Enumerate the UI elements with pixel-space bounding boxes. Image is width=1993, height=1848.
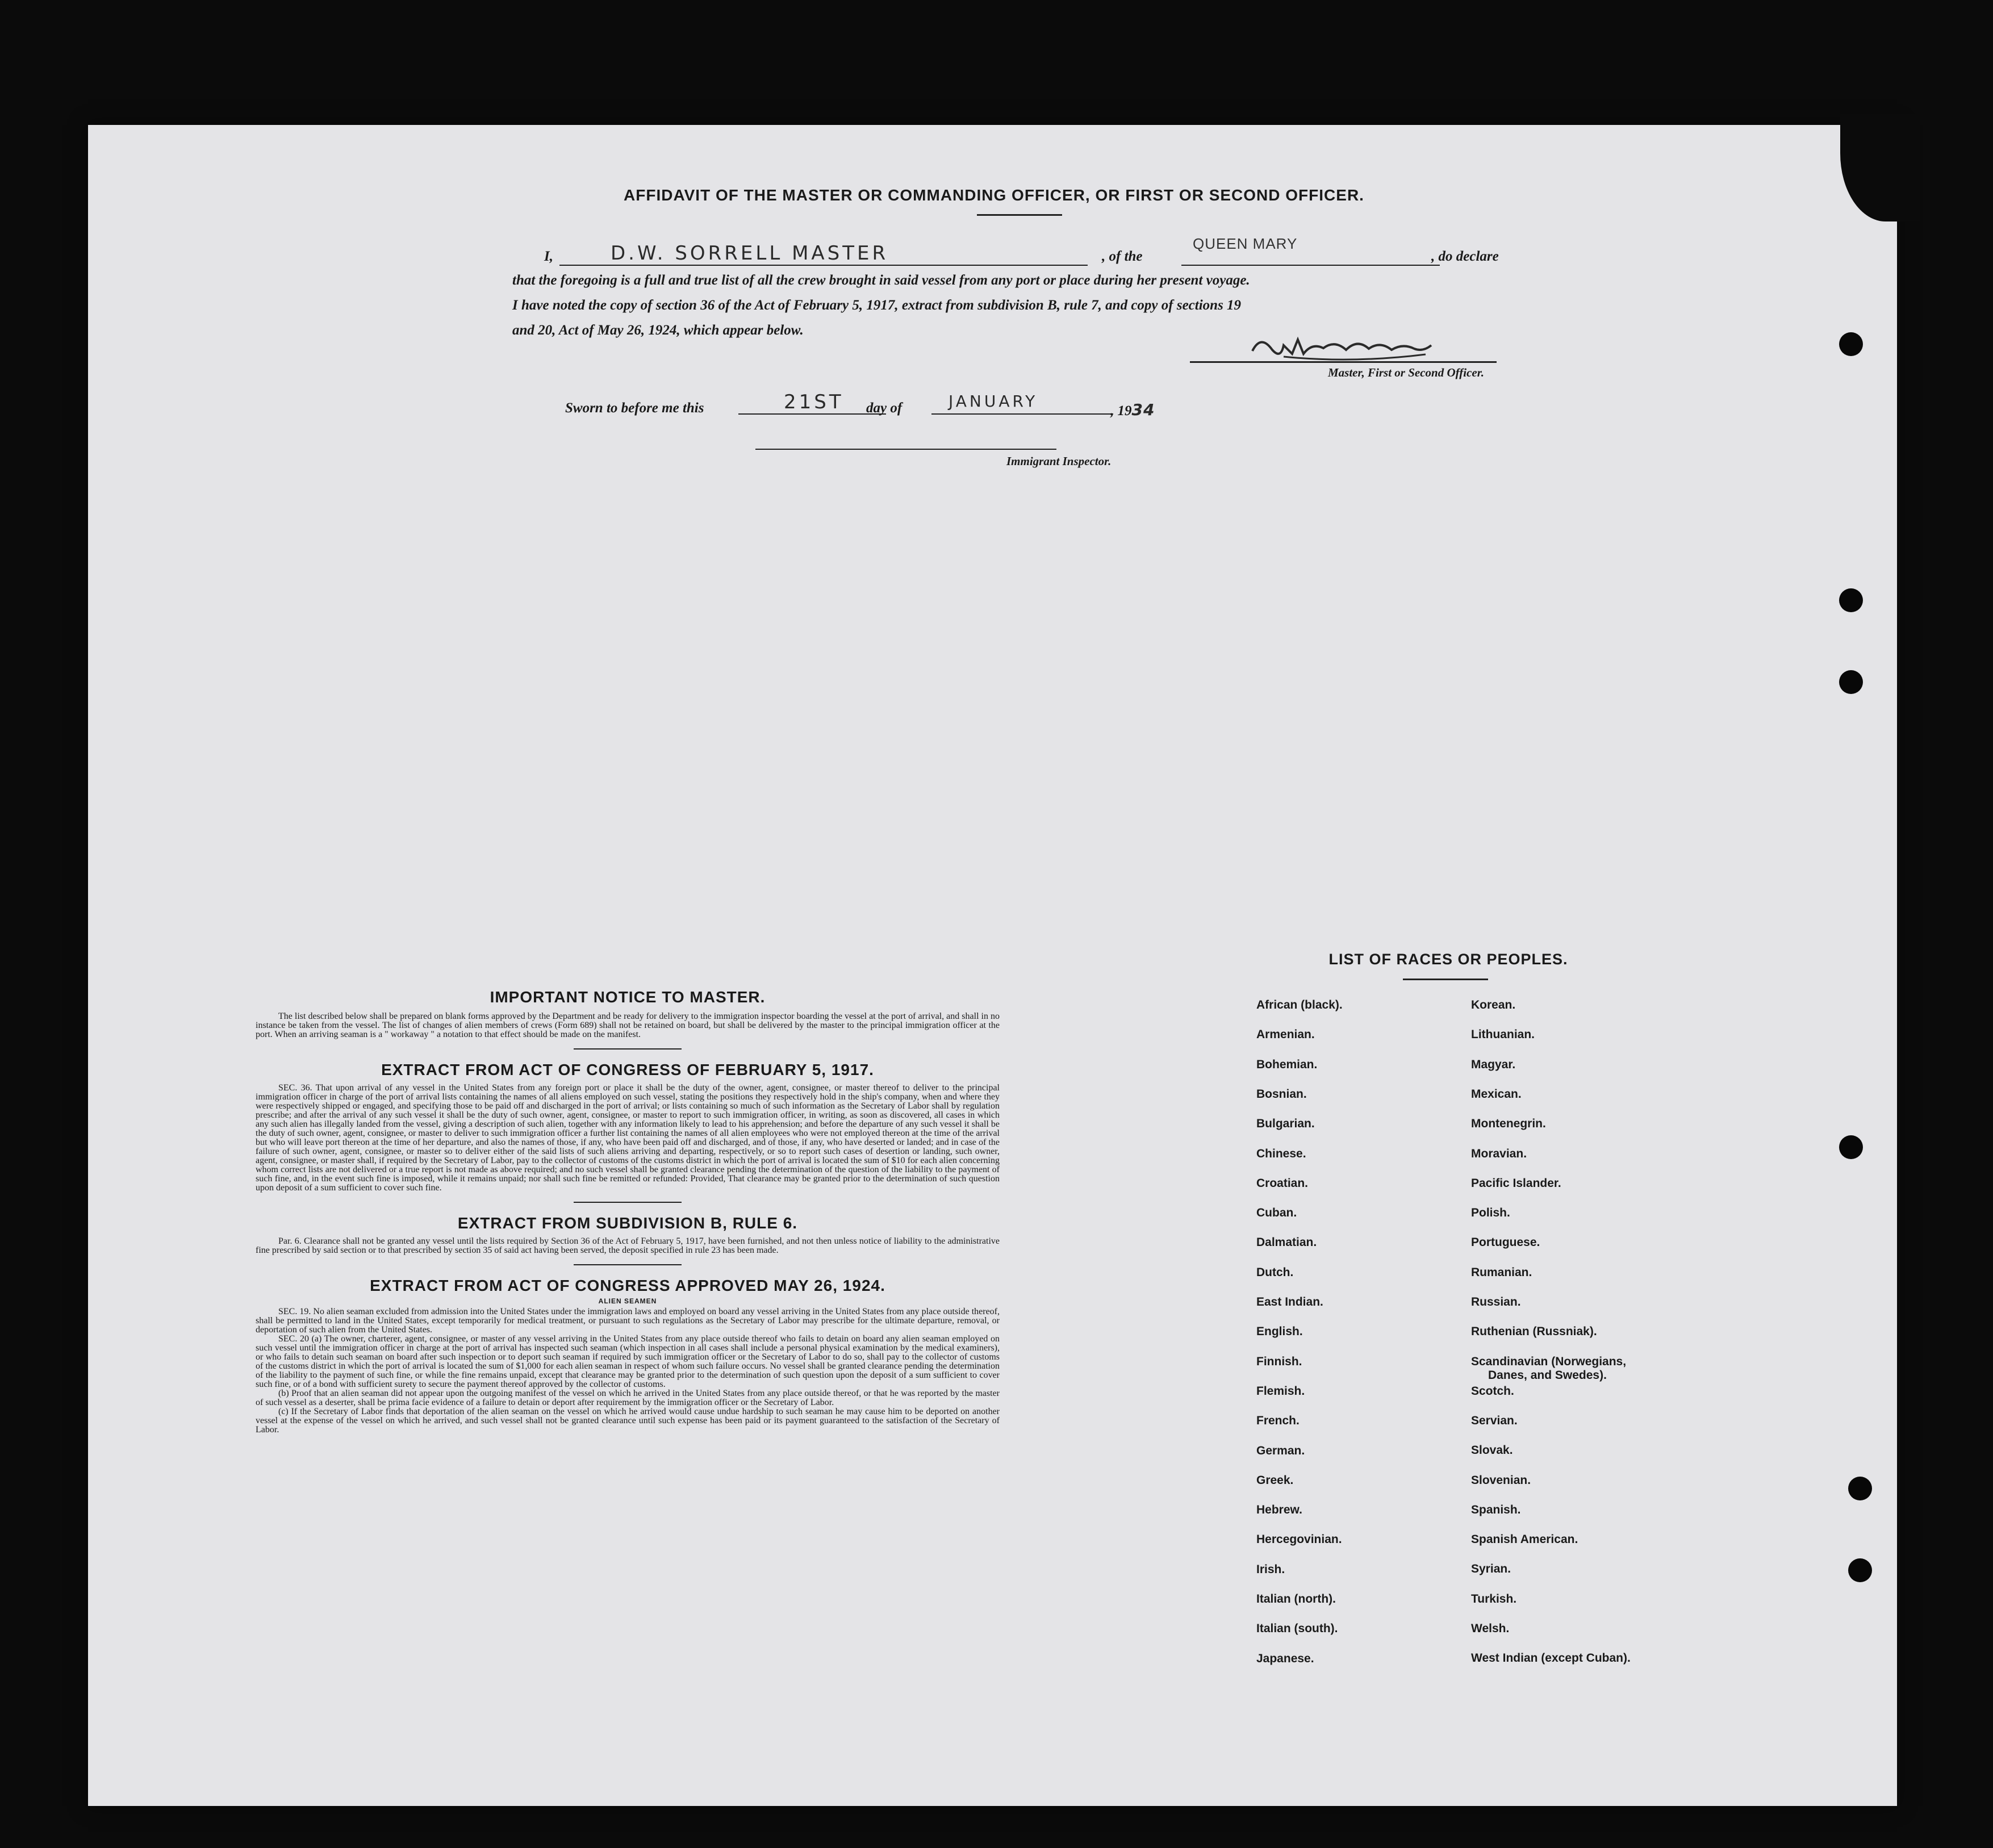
section-divider: [574, 1048, 682, 1050]
extract-1917-text: SEC. 36. That upon arrival of any vessel in the United States from any foreign port or place it shall be the duty of the owner, agent, consignee, or master thereof to deliver to the principal immigration officer in charge of the port of arrival lists containing the names of all aliens employed on such vessel, stating the positions they respectively hold in the ship's company, when and where they were respectively shipped or engaged, and specifying those to be paid off and discharged in the port of arrival; or lists containing so much of such information as the Secretary of Labor shall by regulation prescribe; and after the arrival of any such vessel it shall be the duty of such owner, agent, consignee, or master to report to such immigration officer, in writing, as soon as discovered, all cases in which any such alien has illegally landed from the vessel, giving a description of such alien, together with any information likely to lead to his apprehension; and before the departure of any such vessel it shall be the duty of such owner, agent, consignee, or master to deliver to such immigration officer a further list containing the names of all alien employees who were not employed thereon at the time of the arrival but who will leave port thereon at the time of her departure, and also the names of those, if any, who have been paid off and discharged, and of those, if any, who have deserted or landed; and in case of the failure of such owner, agent, consignee, or master so to deliver either of the said lists of such aliens arriving and departing, respectively, or so to report such cases of desertion or landing, such owner, agent, consignee, or master shall, if required by the Secretary of Labor, pay to the collector of customs of the customs district in which the port of arrival is located the sum of $10 for each alien concerning whom correct lists are not delivered or a true report is not made as above required; and no such vessel shall be granted clearance pending the determination of the question of the liability to the payment of such fine, and, in the event such fine is imposed, while it remains unpaid; nor shall such fine be remitted or refunded: Provided, That clearance may be granted prior to the determination of such question upon deposit of a sum sufficient to cover such fine.: [256, 1083, 1000, 1193]
race-item: Slovak.: [1471, 1444, 1513, 1457]
race-item: Italian (north).: [1256, 1592, 1336, 1605]
race-item: Italian (south).: [1256, 1622, 1338, 1636]
race-item: Ruthenian (Russniak).: [1471, 1325, 1597, 1339]
name-line: [559, 265, 1088, 266]
extract-1917-heading: EXTRACT FROM ACT OF CONGRESS OF FEBRUARY 5, 1917.: [381, 1061, 874, 1078]
vessel-name: QUEEN MARY: [1193, 235, 1298, 252]
race-item: Hebrew.: [1256, 1503, 1302, 1517]
sec19-text: SEC. 19. No alien seaman excluded from admission into the United States under the immigration laws and employed on board any vessel arriving in the United States from any place outside thereof, shall be permitted to land in the United States, except temporarily for medical treatment, or pursuant to such regulations as the Secretary of Labor may prescribe for the ultimate departure, removal, or deportation of such alien from the United States.: [256, 1307, 1000, 1335]
sworn-day: 21ST: [784, 391, 844, 413]
race-item: Flemish.: [1256, 1384, 1305, 1398]
signature-caption: Master, First or Second Officer.: [1328, 366, 1484, 379]
race-item: Hercegovinian.: [1256, 1533, 1342, 1546]
race-item: Danes, and Swedes).: [1488, 1368, 1607, 1382]
race-item: Mexican.: [1471, 1087, 1522, 1101]
sec20a-text: SEC. 20 (a) The owner, charterer, agent, consignee, or master of any vessel arriving in the United States from any place outside thereof who fails to detain on board any alien seaman employed on such vessel until the immigration officer in charge at the port of arrival has inspected such seaman (which inspection in all cases shall include a personal physical examination by the medical examiners), or who fails to detain such seaman on board after such inspection or to deport such seaman if required by such immigration officer or the Secretary of Labor to do so, shall pay to the collector of customs of the customs district in which the port of arrival is located the sum of $1,000 for each alien seaman in respect of whom such failure occurs. No vessel shall be granted clearance pending the determination of the liability to the payment of such fine, or while the fine remains unpaid, except that clearance may be granted prior to the determination of such question upon the deposit of a sum sufficient to cover such fine, or of a bond with sufficient surety to secure the payment thereof approved by the collector of customs.: [256, 1334, 1000, 1389]
race-item: Turkish.: [1471, 1592, 1517, 1605]
races-heading: LIST OF RACES OR PEOPLES.: [1328, 951, 1568, 968]
year-label: [1110, 400, 1155, 419]
race-item: Cuban.: [1256, 1206, 1297, 1220]
notice-text: The list described below shall be prepared on blank forms approved by the Department and be ready for delivery to the immigration inspector boarding the vessel at the port of arrival, and shall in no instance be taken from the vessel. The list of changes of alien members of crews (Form 689) shall not be retained on board, but shall be delivered by the master to the principal immigration officer at the port. When an arriving seaman is a " workaway " a notation to that effect should be made on the manifest.: [256, 1011, 1000, 1039]
race-item: Bohemian.: [1256, 1057, 1318, 1071]
race-item: Slovenian.: [1471, 1473, 1531, 1487]
race-item: Magyar.: [1471, 1057, 1516, 1071]
race-item: Spanish American.: [1471, 1533, 1578, 1546]
vessel-line: [1181, 265, 1440, 266]
inspector-line: [755, 449, 1056, 450]
year-handwritten: 34: [1131, 400, 1155, 419]
day-line: [738, 413, 886, 415]
race-item: Dutch.: [1256, 1265, 1294, 1279]
extract-rule6-text: Par. 6. Clearance shall not be granted any vessel until the lists required by Section 36 of the Act of February 5, 1917, have been furnished, and not then unless notice of liability to the administrative fine prescribed by said section or to that prescribed by section 35 of said act having been served, the deposit specified in rule 23 has been made.: [256, 1236, 1000, 1255]
race-item: French.: [1256, 1414, 1300, 1428]
sec20c-text: (c) If the Secretary of Labor finds that deportation of the alien seaman on the vessel on which he arrived would cause undue hardship to such seaman he may cause him to be deported on another vessel at the expense of the vessel on which he arrived, and such vessel shall not be granted clearance until such expense has been paid or its payment guaranteed to the satisfaction of the Secretary of Labor.: [256, 1407, 1000, 1435]
day-of-text: day of: [866, 400, 903, 416]
affidavit-body-line: that the foregoing is a full and true list of all the crew brought in said vessel from any port or place during her present voyage.: [512, 273, 1250, 288]
affidavit-body-line: I have noted the copy of section 36 of the Act of February 5, 1917, extract from subdivision B, rule 7, and copy of sections 19: [512, 298, 1242, 313]
sec20b-text: (b) Proof that an alien seaman did not appear upon the outgoing manifest of the vessel on which he arrived in the United States from any place outside thereof, or that he was reported by the master of such vessel as a deserter, shall be prima facie evidence of a failure to detain or deport after requirement by the immigration officer or the Secretary of Labor.: [256, 1389, 1000, 1407]
punch-hole: [1848, 1558, 1872, 1582]
race-item: Bosnian.: [1256, 1087, 1307, 1101]
race-item: Croatian.: [1256, 1176, 1309, 1190]
sworn-prefix: Sworn to before me this: [565, 400, 704, 416]
race-item: Rumanian.: [1471, 1265, 1532, 1279]
inspector-caption: Immigrant Inspector.: [1006, 454, 1112, 468]
race-item: Spanish.: [1471, 1503, 1521, 1516]
race-item: Syrian.: [1471, 1562, 1511, 1576]
race-item: Montenegrin.: [1471, 1117, 1546, 1131]
punch-hole: [1839, 1135, 1863, 1159]
alien-seamen-subheading: ALIEN SEAMEN: [598, 1297, 657, 1305]
race-item: Japanese.: [1256, 1652, 1314, 1665]
race-item: African (black).: [1256, 998, 1343, 1011]
do-declare-text: , do declare: [1431, 249, 1499, 264]
race-item: Pacific Islander.: [1471, 1176, 1561, 1190]
punch-hole: [1839, 332, 1863, 356]
year-prefix: , 19: [1110, 403, 1132, 419]
of-the-text: , of the: [1102, 249, 1143, 264]
heading-underline: [977, 214, 1062, 216]
master-name: D.W. SORRELL MASTER: [611, 242, 889, 265]
master-signature: [1250, 328, 1437, 362]
race-item: Russian.: [1471, 1295, 1521, 1308]
sworn-month: JANUARY: [949, 392, 1038, 411]
punch-hole: [1839, 670, 1863, 694]
race-item: Armenian.: [1256, 1028, 1315, 1042]
race-item: German.: [1256, 1444, 1305, 1457]
race-item: Bulgarian.: [1256, 1117, 1315, 1131]
extract-1924-heading: EXTRACT FROM ACT OF CONGRESS APPROVED MAY 26, 1924.: [370, 1277, 885, 1294]
race-item: Portuguese.: [1471, 1236, 1540, 1249]
race-item: English.: [1256, 1325, 1303, 1339]
race-item: Welsh.: [1471, 1622, 1510, 1635]
race-item: Moravian.: [1471, 1147, 1527, 1160]
extract-rule6-heading: EXTRACT FROM SUBDIVISION B, RULE 6.: [457, 1214, 798, 1232]
document-page: [88, 125, 1897, 1806]
race-item: Servian.: [1471, 1414, 1518, 1427]
punch-hole: [1848, 1477, 1872, 1500]
affidavit-body-line: and 20, Act of May 26, 1924, which appear below.: [512, 323, 804, 338]
notice-heading: IMPORTANT NOTICE TO MASTER.: [490, 988, 766, 1006]
affidavit-heading: AFFIDAVIT OF THE MASTER OR COMMANDING OFFICER, OR FIRST OR SECOND OFFICER.: [624, 186, 1364, 204]
race-item: Dalmatian.: [1256, 1236, 1317, 1249]
race-item: Polish.: [1471, 1206, 1510, 1220]
race-item: Chinese.: [1256, 1147, 1306, 1160]
race-item: East Indian.: [1256, 1295, 1323, 1308]
race-item: West Indian (except Cuban).: [1471, 1652, 1631, 1665]
section-divider: [574, 1264, 682, 1265]
race-item: Scotch.: [1471, 1384, 1514, 1398]
race-item: Korean.: [1471, 998, 1516, 1011]
signature-line: [1190, 361, 1497, 363]
race-item: Greek.: [1256, 1473, 1294, 1487]
affidavit-prefix: I,: [544, 249, 553, 264]
month-line: [931, 413, 1113, 415]
race-item: Finnish.: [1256, 1354, 1302, 1368]
section-divider: [574, 1202, 682, 1203]
race-item: Irish.: [1256, 1562, 1285, 1576]
punch-hole: [1839, 588, 1863, 612]
races-heading-underline: [1403, 979, 1488, 980]
race-item: Lithuanian.: [1471, 1028, 1535, 1042]
race-item: Scandinavian (Norwegians,: [1471, 1354, 1627, 1368]
notices-column: [256, 988, 1000, 1435]
